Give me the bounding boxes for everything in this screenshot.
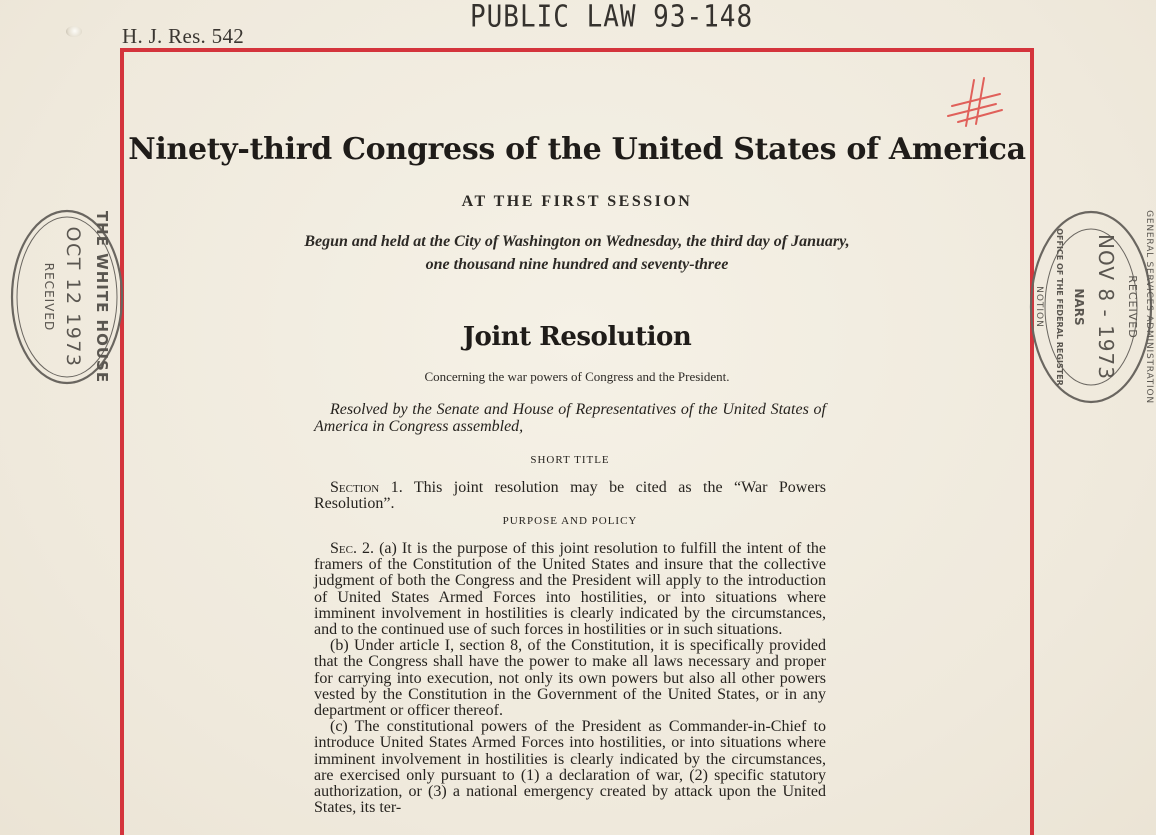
resolution-subject: Concerning the war powers of Congress and the President. xyxy=(424,369,730,384)
right-stamp-bottom: NOTION xyxy=(1034,286,1044,328)
left-stamp-date: OCT 12 1973 xyxy=(62,226,84,368)
left-stamp-received: RECEIVED xyxy=(42,262,56,332)
resolved-clause: Resolved by the Senate and House of Representatives of the United States of America in Congress assembled, xyxy=(314,401,826,435)
congress-title: Ninety-third Congress of the United States of America xyxy=(128,132,1026,167)
public-law-stamp: PUBLIC LAW 93-148 xyxy=(470,0,754,35)
purpose-heading: PURPOSE AND POLICY xyxy=(502,515,638,527)
begun-statement xyxy=(120,230,1034,276)
punch-hole xyxy=(66,26,82,37)
right-stamp-org: GENERAL SERVICES ADMINISTRATION xyxy=(1144,210,1154,404)
begun-line-2: one thousand nine hundred and seventy-three xyxy=(425,256,729,273)
section-1 xyxy=(314,480,826,512)
bill-number: H. J. Res. 542 xyxy=(122,24,245,48)
right-stamp-received: RECEIVED xyxy=(1126,275,1139,339)
section-2-c: (c) The constitutional powers of the President as Commander-in-Chief to introduce United States Armed Forces into hostilities, or into situations where imminent involvement in hostilities is clearly indicated by the circumstances, are exercised only pursuant to (1) a declaration of war, (2) specific statutory authorization, or (3) a national emergency created by attack upon the United States, its ter- xyxy=(314,718,826,817)
joint-resolution-heading: Joint Resolution xyxy=(462,322,692,352)
section-2-a xyxy=(314,541,826,638)
short-title-heading: SHORT TITLE xyxy=(530,454,610,466)
section-1-label: Section 1. xyxy=(330,479,403,496)
right-stamp-office: OFFICE OF THE FEDERAL REGISTER xyxy=(1055,228,1064,386)
section-2-label: Sec. 2. xyxy=(330,540,375,557)
section-2-a-text: (a) It is the purpose of this joint resolution to fulfill the intent of the framers of the Constitution of the United States and insure that the collective judgment of both the Congress and the President will apply to the introduction of United States Armed Forces into hostilities, or into situations where imminent involvement in hostilities is clearly indicated by the circumstances, and to the continued use of such forces in hostilities or in such situations. xyxy=(314,540,826,639)
left-stamp-org: THE WHITE HOUSE xyxy=(93,210,111,384)
session-heading: AT THE FIRST SESSION xyxy=(461,193,693,210)
section-1-text: This joint resolution may be cited as the “War Powers Resolution”. xyxy=(314,479,826,513)
right-stamp-nars: NARS xyxy=(1072,288,1086,326)
right-stamp-date: NOV 8 - 1973 xyxy=(1094,234,1118,380)
section-2 xyxy=(314,541,826,816)
section-2-b: (b) Under article I, section 8, of the Constitution, it is specifically provided that the Congress shall have the power to make all laws necessary and proper for carrying into execution, not only its own powers but also all other powers vested by the Constitution in the Government of the United States, or in any department or officer thereof. xyxy=(314,637,826,720)
begun-line-1: Begun and held at the City of Washington on Wednesday, the third day of January, xyxy=(304,233,850,250)
red-check-mark xyxy=(944,76,1004,132)
white-house-received-stamp xyxy=(8,205,126,385)
gsa-received-stamp xyxy=(1026,205,1156,410)
